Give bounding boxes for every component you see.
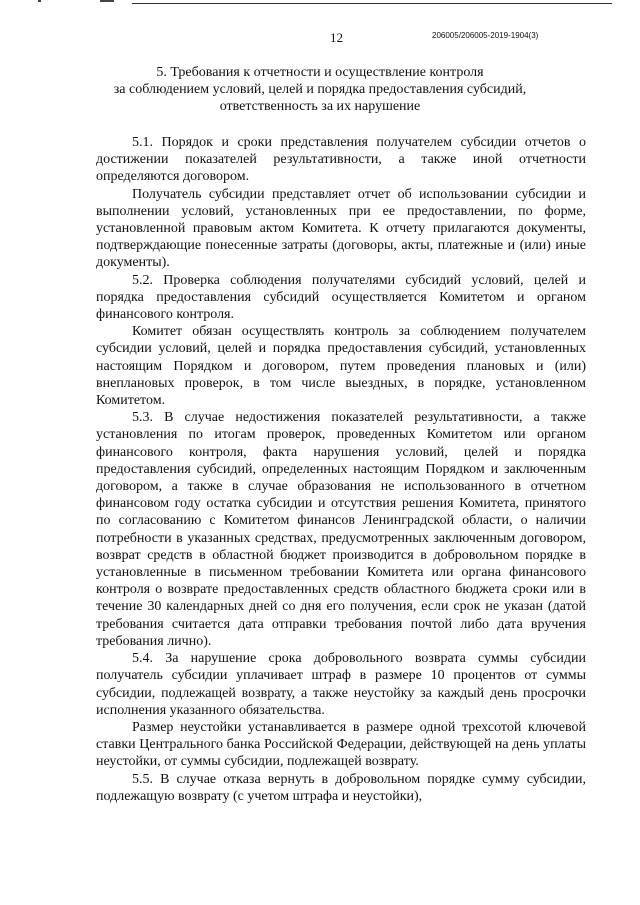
section-heading — [80, 64, 560, 115]
paragraph-5-1: 5.1. Порядок и сроки представления получателем субсидии отчетов о достижении показателей результативности, а также иной отчетности определяются договором. — [96, 135, 586, 185]
document-body — [96, 134, 586, 805]
scan-edge-mark — [100, 0, 114, 2]
paragraph-penalty: Размер неустойки устанавливается в размере одной трехсотой ключевой ставки Центрального банка Российской Федерации, действующей на день уплаты неустойки, от суммы субсидии, подлежащей возврату. — [96, 719, 586, 770]
scan-edge-mark — [38, 0, 41, 2]
section-heading-line: 5. Требования к отчетности и осуществление контроля — [156, 65, 484, 80]
scan-top-line — [132, 3, 612, 4]
paragraph-control: Комитет обязан осуществлять контроль за соблюдением получателем субсидии условий, целей и порядка предоставления субсидий, установленных настоящим Порядком и договором, путем проведения плановых и (или) внеплановых проверок, в том числе выездных, в порядке, установленном Комитетом. — [96, 324, 586, 409]
paragraph-report: Получатель субсидии представляет отчет об использовании субсидии и выполнении условий, установленных при ее предоставлении, по форме, установленной правовым актом Комитета. К отчету прилагаются документы, подтверждающие понесенные затраты (договоры, акты, платежные и (или) иные документы). — [96, 186, 586, 271]
paragraph-5-5: 5.5. В случае отказа вернуть в добровольном порядке сумму субсидии, подлежащую возврату (с учетом штрафа и неустойки), — [96, 771, 586, 804]
document-code: 206005/206005-2019-1904(3) — [432, 31, 539, 40]
paragraph-5-2: 5.2. Проверка соблюдения получателями субсидий условий, целей и порядка предоставления субсидий осуществляется Комитетом и органом финансового контроля. — [96, 272, 586, 323]
section-heading-line: ответственность за их нарушение — [219, 99, 421, 114]
section-heading-line: за соблюдением условий, целей и порядка предоставления субсидий, — [113, 82, 527, 97]
page-number: 12 — [330, 30, 343, 45]
paragraph-5-3: 5.3. В случае недостижения показателей результативности, а также установления по итогам проверок, проведенных Комитетом или органом финансового контроля, факта нарушения условий, целей и порядка предоставления субсидий, определенных настоящим Порядком и заключенным договором, а также в случае образования не использованного в отчетном финансовом году остатка субсидии и отсутствия решения Комитета, принятого по согласованию с Комитетом финансов Ленинградской области, о наличии потребности в указанных средствах, предусмотренных заключенным договором, возврат средств в областной бюджет производится в добровольном порядке в установленные в письменном требовании Комитета или органа финансового контроля о возврате предоставленных средств областного бюджета сроки или в течение 30 календарных дней со дня его получения, если срок не указан (датой требования считается дата отправки требования почтой либо дата вручения требования лично). — [96, 410, 586, 649]
paragraph-5-4: 5.4. За нарушение срока добровольного возврата суммы субсидии получатель субсидии уплачивает штраф в размере 10 процентов от суммы субсидии, подлежащей возврату, а также неустойку за каждый день просрочки исполнения указанного обязательства. — [96, 651, 586, 718]
